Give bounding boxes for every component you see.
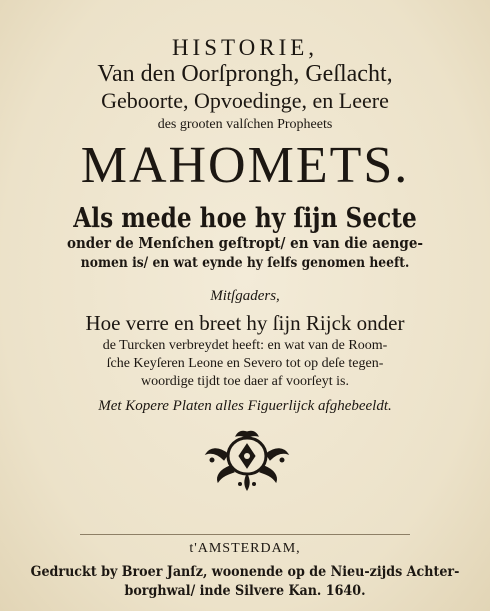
description-line: woordige tijdt toe daer af voorſeyt is. <box>141 374 349 389</box>
title-line-propheets: des grooten valſchen Propheets <box>157 117 333 132</box>
title-historie: HISTORIE, <box>171 35 319 60</box>
title-mahomets: MAHOMETS. <box>80 137 410 194</box>
imprint-printer-line: Gedruckt by Broer Janſz, woonende op de Nieu-zijds Achter- <box>30 564 460 580</box>
title-line-geboorte: Geboorte, Opvoedinge, en Leere <box>101 88 389 113</box>
description-heading: Hoe verre en breet hy ſijn Rijck onder <box>85 311 405 335</box>
divider-rule <box>80 534 410 535</box>
imprint-address-line: borghwal/ inde Silvere Kan. 1640. <box>124 583 366 599</box>
subtitle-blackletter-line: onder de Menſchen geſtropt/ en van die aenge- <box>66 234 424 252</box>
description-line: ſche Keyſeren Leone en Severo tot op deſe tegen- <box>106 356 384 371</box>
subtitle-blackletter-heading: Als mede hoe hy ſijn Secte <box>73 203 417 234</box>
plates-note: Met Kopere Platen alles Figuerlijck afghebeeldt. <box>98 398 392 414</box>
fleuron-ornament-icon <box>200 430 294 492</box>
title-line-oorsprongh: Van den Oorſprongh, Geſlacht, <box>97 61 393 87</box>
mitsgaders-label: Mitſgaders, <box>210 288 280 304</box>
description-line: de Turcken verbreydet heeft: en wat van de Room- <box>102 338 388 353</box>
imprint-place: t'AMSTERDAM, <box>189 541 301 556</box>
subtitle-blackletter-line: nomen is/ en wat eynde hy ſelfs genomen heeft. <box>80 255 410 271</box>
